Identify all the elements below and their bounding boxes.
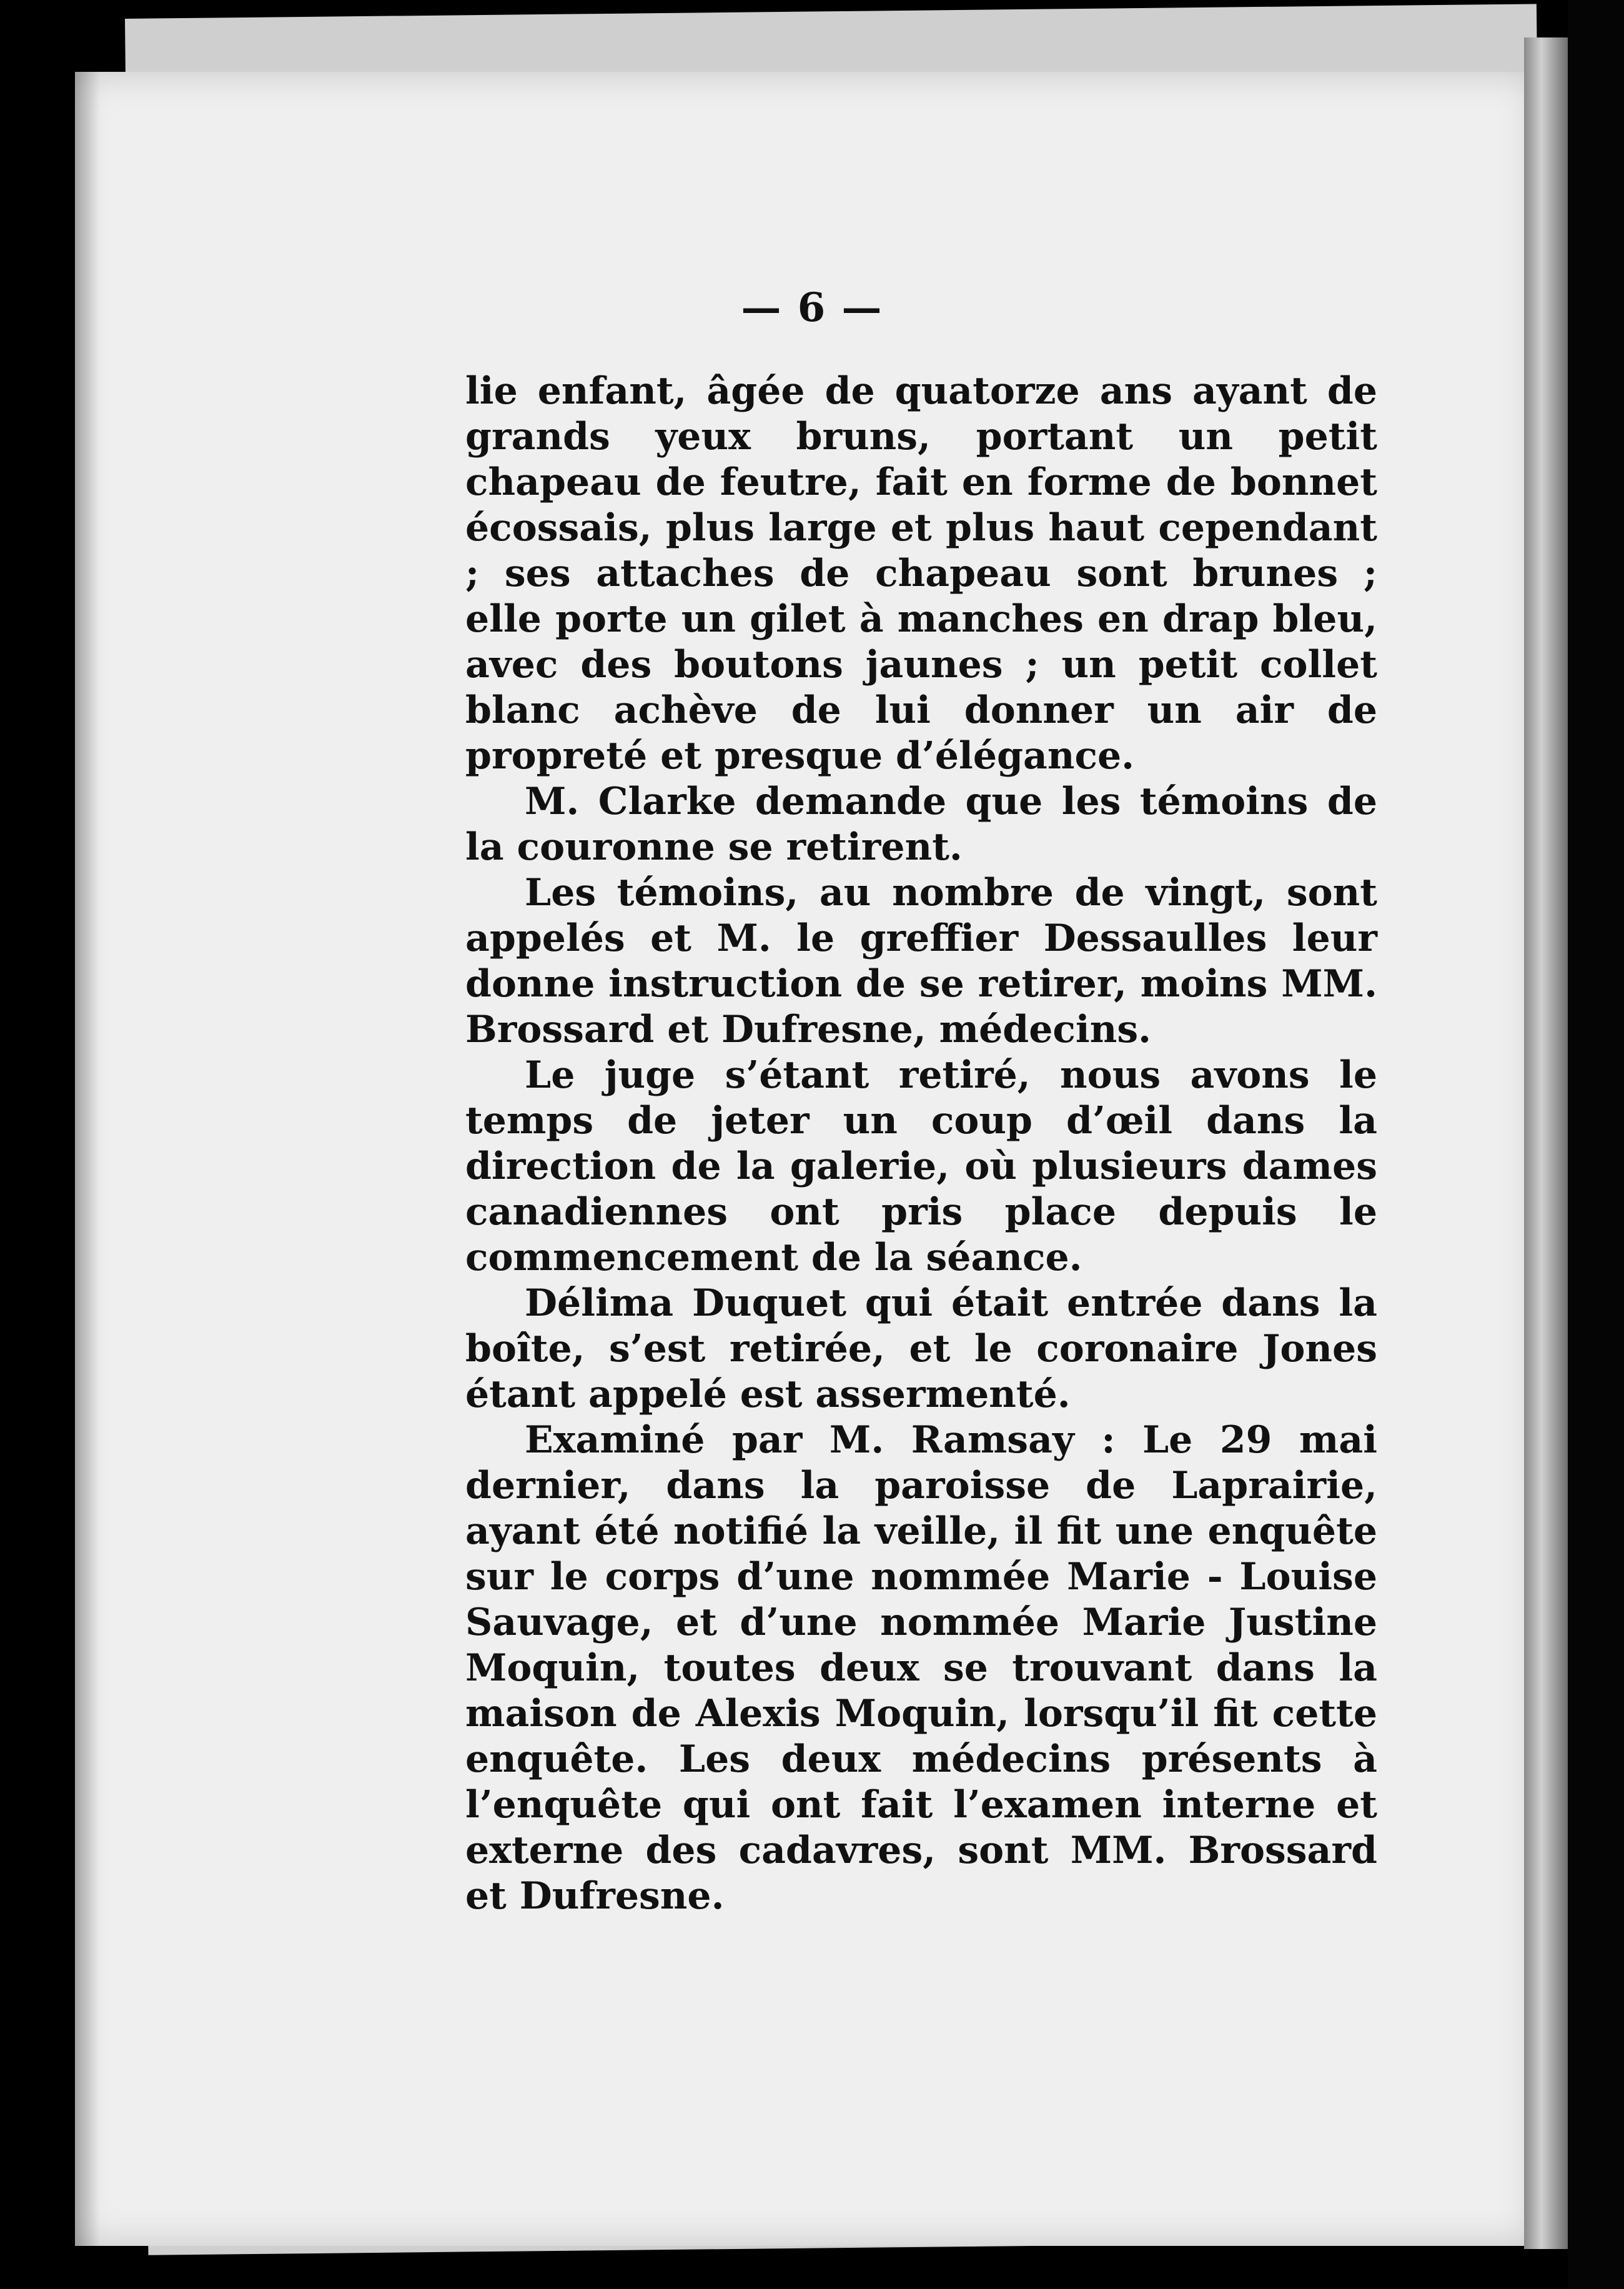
page-number: — 6 — — [741, 284, 883, 331]
page-shadow — [75, 72, 100, 2246]
paragraph: Examiné par M. Ramsay : Le 29 mai dernier, dans la paroisse de Laprairie, ayant été notifié la veille, il fit une enquête sur le corps d’une nommée Marie - Louise Sauvage, et d’une nommée Marie Justine Moquin, toutes deux se trouvant dans la maison de Alexis Moquin, lorsqu’il fit cette enquête. Les deux médecins présents à l’enquête qui ont fait l’examen interne et externe des cadavres, sont MM. Brossard et Dufresne. — [465, 1418, 1377, 1918]
scan-border — [1568, 0, 1624, 2289]
paragraph: M. Clarke demande que les témoins de la couronne se retirent. — [465, 780, 1377, 869]
paragraph: Les témoins, au nombre de vingt, sont appelés et M. le greffier Dessaulles leur donne instruction de se retirer, moins MM. Brossard et Dufresne, médecins. — [465, 871, 1377, 1051]
page-edge — [1524, 37, 1568, 2249]
body-text — [465, 369, 1377, 1919]
paragraph: lie enfant, âgée de quatorze ans ayant de grands yeux bruns, portant un petit chapeau de feutre, fait en forme de bonnet écossais, plus large et plus haut cependant ; ses attaches de chapeau sont brunes ; elle porte un gilet à manches en drap bleu, avec des boutons jaunes ; un petit collet blanc achève de lui donner un air de propreté et presque d’élégance. — [465, 369, 1377, 778]
paragraph: Le juge s’étant retiré, nous avons le temps de jeter un coup d’œil dans la direction de la galerie, où plusieurs dames canadiennes ont pris place depuis le commencement de la séance. — [465, 1053, 1377, 1279]
paragraph: Délima Duquet qui était entrée dans la boîte, s’est retirée, et le coronaire Jones étant appelé est assermenté. — [465, 1281, 1377, 1416]
